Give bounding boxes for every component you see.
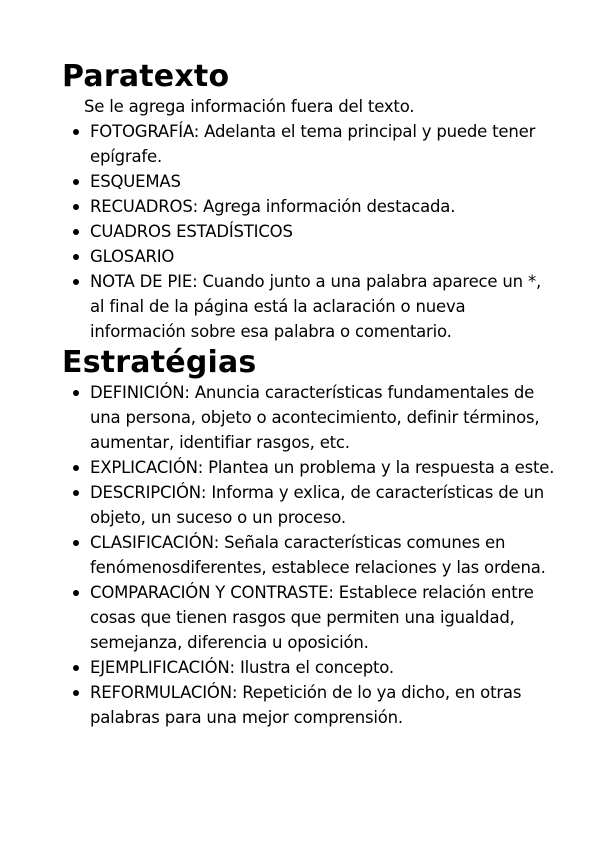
bullet-icon — [73, 490, 79, 496]
list-item — [62, 194, 560, 219]
list-item-text: CLASIFICACIÓN: Señala características comunes en fenómenosdiferentes, establece relaciones y las ordena. — [90, 533, 546, 577]
list-item — [62, 169, 560, 194]
list-item — [62, 269, 560, 344]
bullet-icon — [73, 540, 79, 546]
bullet-icon — [73, 204, 79, 210]
list-item-text: COMPARACIÓN Y CONTRASTE: Establece relación entre cosas que tienen rasgos que permiten una igualdad, semejanza, diferencia u oposición. — [90, 583, 534, 652]
bullet-icon — [73, 179, 79, 185]
bullet-icon — [73, 129, 79, 135]
bullet-icon — [73, 229, 79, 235]
list-item-text: GLOSARIO — [90, 247, 175, 266]
list-item — [62, 455, 560, 480]
section-paratexto — [62, 60, 560, 344]
list-item-text: CUADROS ESTADÍSTICOS — [90, 222, 293, 241]
bullet-icon — [73, 254, 79, 260]
bullet-icon — [73, 465, 79, 471]
section-intro: Se le agrega información fuera del texto. — [84, 97, 415, 116]
list-item — [62, 580, 560, 655]
paratexto-list — [62, 119, 560, 344]
bullet-icon — [73, 390, 79, 396]
estrategias-list — [62, 380, 560, 730]
section-estrategias — [62, 346, 560, 730]
bullet-icon — [73, 690, 79, 696]
section-heading: Paratexto — [62, 59, 230, 94]
list-item-text: RECUADROS: Agrega información destacada. — [90, 197, 456, 216]
section-heading: Estratégias — [62, 345, 257, 380]
list-item — [62, 119, 560, 169]
list-item-text: DESCRIPCIÓN: Informa y exlica, de características de un objeto, un suceso o un proceso. — [90, 483, 545, 527]
bullet-icon — [73, 279, 79, 285]
list-item — [62, 219, 560, 244]
list-item-text: ESQUEMAS — [90, 172, 181, 191]
list-item-text: EXPLICACIÓN: Plantea un problema y la respuesta a este. — [90, 458, 555, 477]
bullet-icon — [73, 665, 79, 671]
list-item — [62, 655, 560, 680]
list-item-text: NOTA DE PIE: Cuando junto a una palabra aparece un *, al final de la página está la aclaración o nueva información sobre esa palabra o comentario. — [90, 272, 542, 341]
list-item — [62, 680, 560, 730]
list-item-text: DEFINICIÓN: Anuncia características fundamentales de una persona, objeto o acontecimiento, definir términos, aumentar, identifiar rasgos, etc. — [90, 383, 540, 452]
list-item — [62, 480, 560, 530]
bullet-icon — [73, 590, 79, 596]
list-item-text: EJEMPLIFICACIÓN: Ilustra el concepto. — [90, 658, 394, 677]
list-item-text: REFORMULACIÓN: Repetición de lo ya dicho, en otras palabras para una mejor comprensión. — [90, 683, 522, 727]
list-item-text: FOTOGRAFÍA: Adelanta el tema principal y puede tener epígrafe. — [90, 122, 536, 166]
list-item — [62, 530, 560, 580]
list-item — [62, 380, 560, 455]
list-item — [62, 244, 560, 269]
